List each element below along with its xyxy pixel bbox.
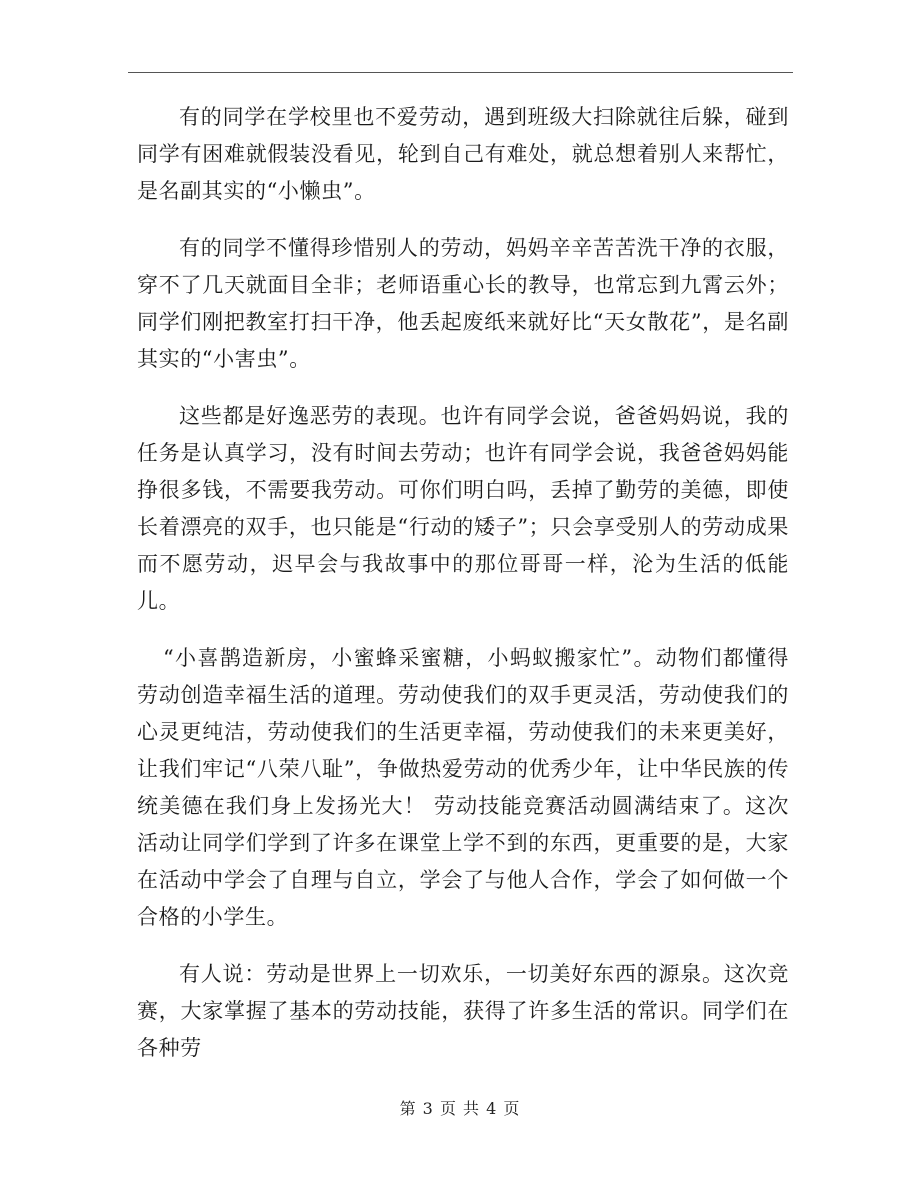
paragraph-2: 有的同学不懂得珍惜别人的劳动，妈妈辛辛苦苦洗干净的衣服，穿不了几天就面目全非；老师语重心长的教导，也常忘到九霄云外；同学们刚把教室打扫干净，他丢起废纸来就好比“天女散花”，是名副其实的“小害虫”。 (137, 236, 789, 371)
page-number-footer: 第 3 页 共 4 页 (399, 1099, 521, 1118)
header-rule (128, 72, 793, 73)
paragraph-4: “小喜鹊造新房，小蜜蜂采蜜糖，小蚂蚁搬家忙”。动物们都懂得劳动创造幸福生活的道理。劳动使我们的双手更灵活，劳动使我们的心灵更纯洁，劳动使我们的生活更幸福，劳动使我们的未来更美好，让我们牢记“八荣八耻”，争做热爱劳动的优秀少年，让中华民族的传统美德在我们身上发扬光大！ 劳动技能竞赛活动圆满结束了。这次活动让同学们学到了许多在课堂上学不到的东西，更重要的是，大家在活动中学会了自理与自立，学会了与他人合作，学会了如何做一个合格的小学生。 (137, 646, 789, 929)
paragraph-1: 有的同学在学校里也不爱劳动，遇到班级大扫除就往后躲，碰到同学有困难就假装没看见，轮到自己有难处，就总想着别人来帮忙，是名副其实的“小懒虫”。 (137, 105, 789, 203)
paragraph-3: 这些都是好逸恶劳的表现。也许有同学会说，爸爸妈妈说，我的任务是认真学习，没有时间去劳动；也许有同学会说，我爸爸妈妈能挣很多钱，不需要我劳动。可你们明白吗，丢掉了勤劳的美德，即使长着漂亮的双手，也只能是“行动的矮子”；只会享受别人的劳动成果而不愿劳动，迟早会与我故事中的那位哥哥一样，沦为生活的低能儿。 (137, 404, 789, 613)
document-body (137, 99, 789, 1087)
paragraph-5: 有人说：劳动是世界上一切欢乐，一切美好东西的源泉。这次竞赛，大家掌握了基本的劳动技能，获得了许多生活的常识。同学们在各种劳 (137, 962, 789, 1060)
